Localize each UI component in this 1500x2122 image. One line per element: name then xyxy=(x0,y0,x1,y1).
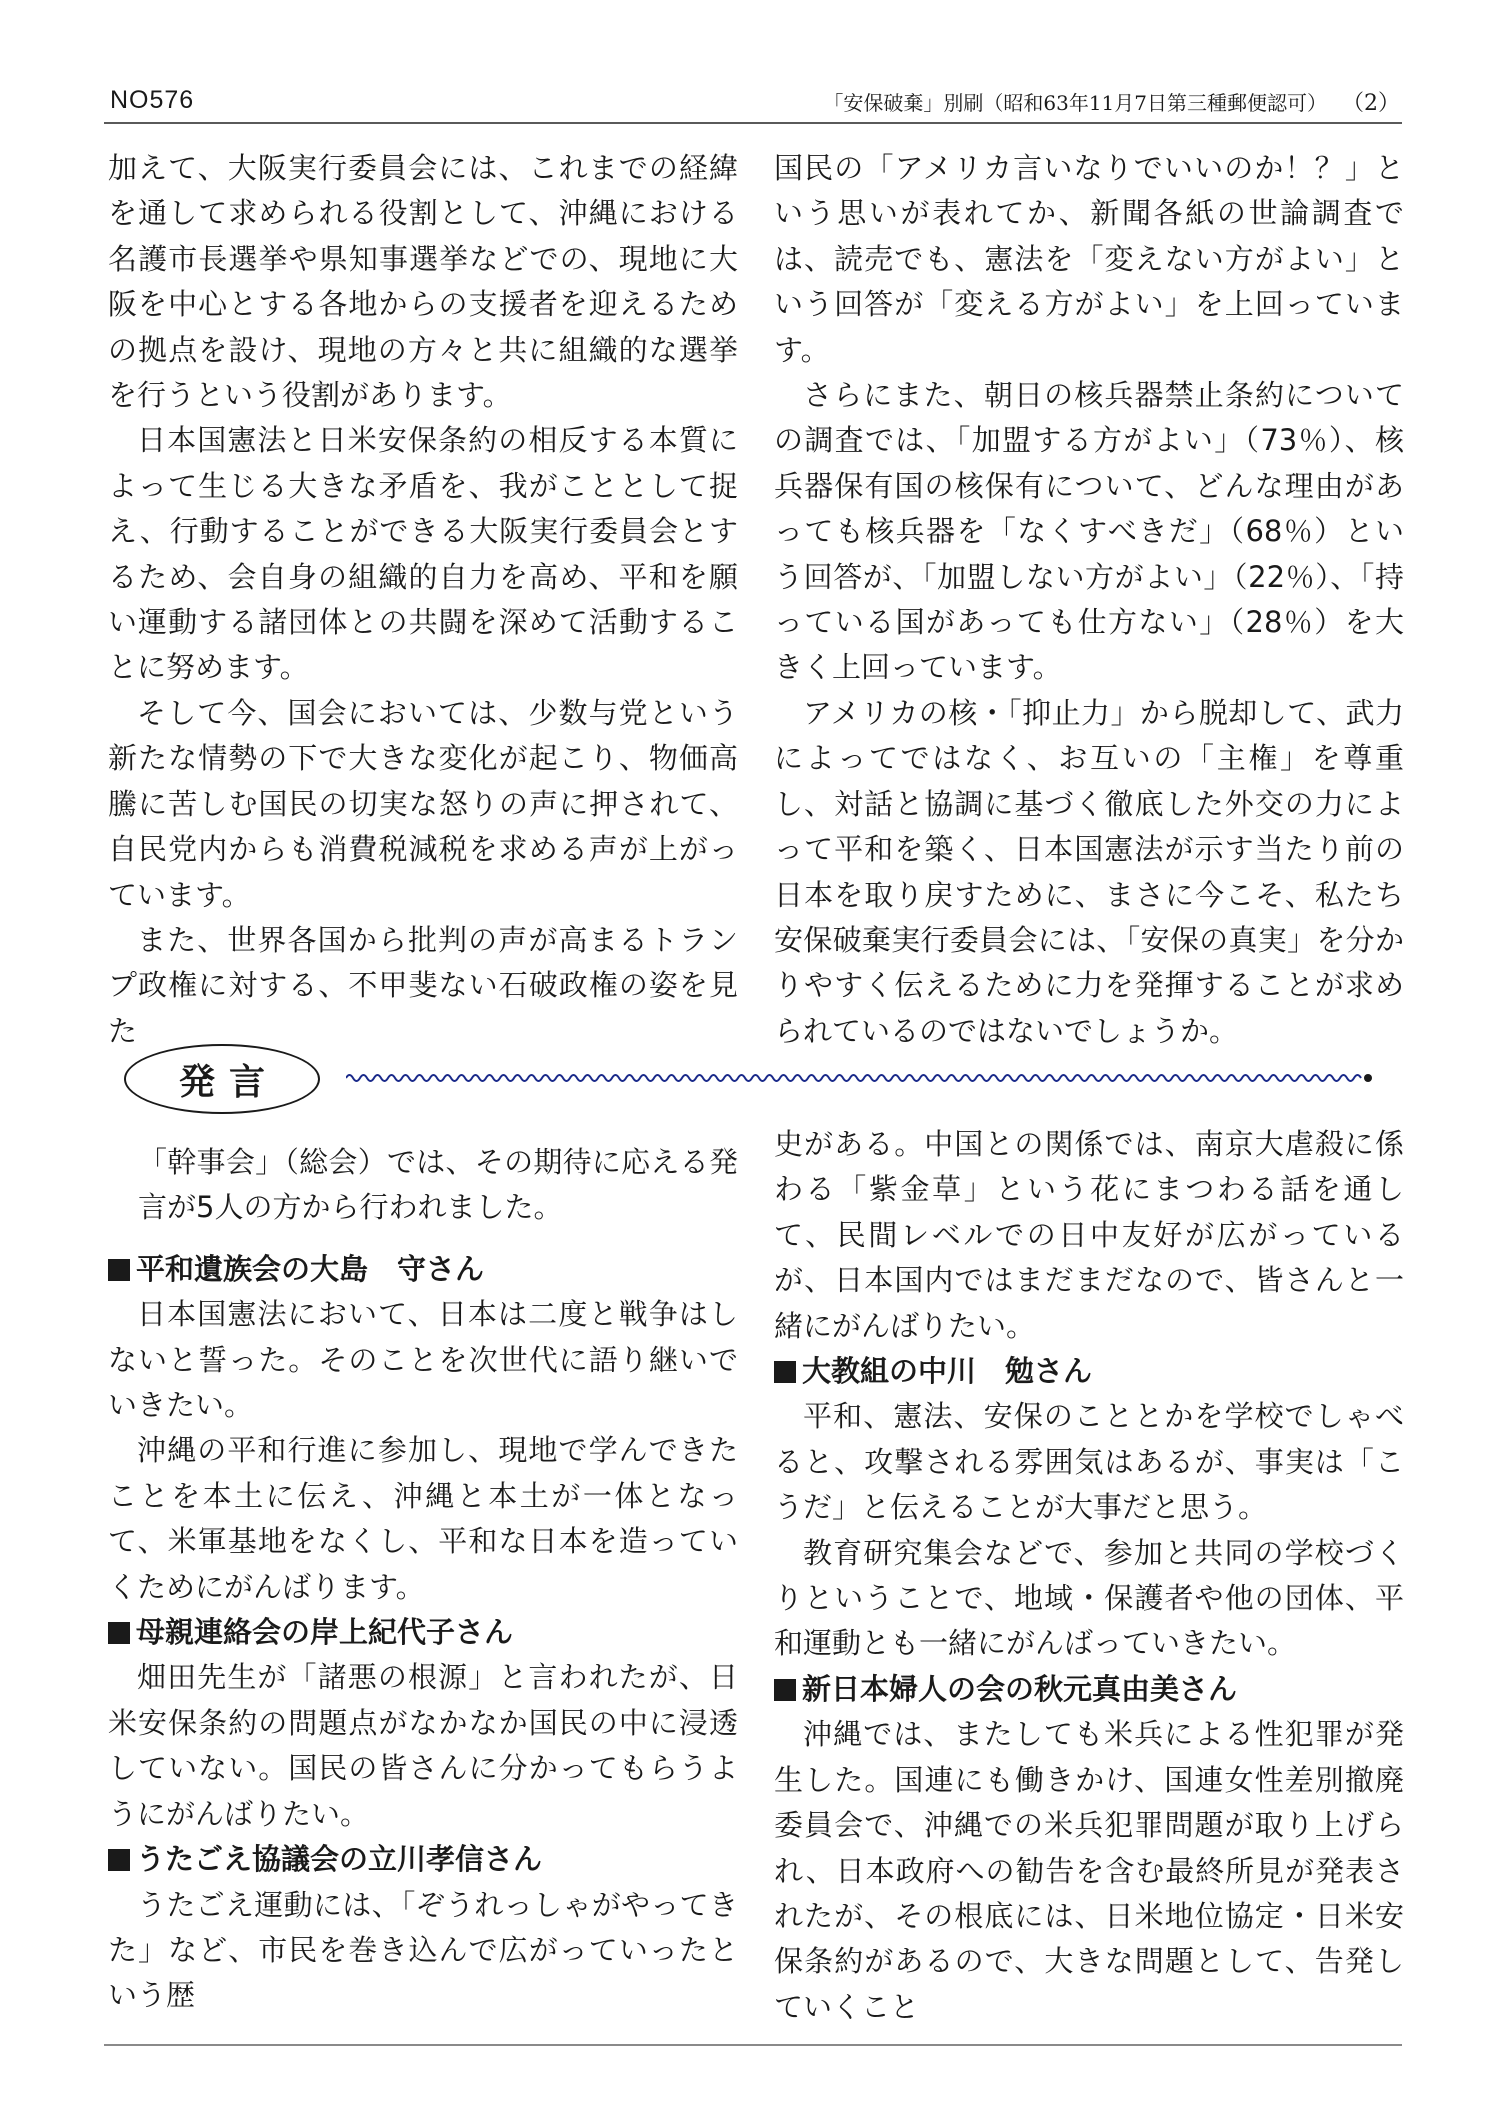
article-paragraph: アメリカの核・「抑止力」から脱却して、武力によってではなく、お互いの「主権」を尊重し、対話と協調に基づく徹底した外交の力によって平和を築く、日本国憲法が示す当たり前の日本を取り戻すために、まさに今こそ、私たち安保破棄実行委員会には、「安保の真実」を分かりやすく伝えるために力を発揮することが求められているのではないでしょうか。 xyxy=(774,695,1404,1048)
speaker-name: うたごえ協議会の立川孝信さん xyxy=(136,1842,543,1877)
black-square-icon xyxy=(108,1622,130,1644)
article-paragraph: そして今、国会においては、少数与党という新たな情勢の下で大きな変化が起こり、物価高騰に苦しむ国民の切実な怒りの声に押されて、自民党内からも消費税減税を求める声が上がっています。 xyxy=(108,695,738,912)
black-square-icon xyxy=(774,1361,796,1383)
speech-paragraph: うたごえ運動には、「ぞうれっしゃがやってきた」など、市民を巻き込んで広がっていったという歴 xyxy=(108,1887,738,2013)
article-paragraph: さらにまた、朝日の核兵器禁止条約についての調査では、「加盟する方がよい」（73％）、核兵器保有国の核保有について、どんな理由があっても核兵器を「なくすべきだ」（68％）という回答が、「加盟しない方がよい」（22％）、「持っている国があっても仕方ない」（28％）を大きく上回っています。 xyxy=(774,378,1404,685)
article-paragraph: 国民の「アメリカ言いなりでいいのか！？」という思いが表れてか、新聞各紙の世論調査では、読売でも、憲法を「変えない方がよい」という回答が「変える方がよい」を上回っています。 xyxy=(774,151,1404,367)
article-column-right xyxy=(774,146,1404,1054)
speech-section-badge: 発言 xyxy=(124,1044,320,1114)
wavy-line xyxy=(346,1075,1361,1081)
speech-paragraph: 日本国憲法において、日本は二度と戦争はしないと誓った。そのことを次世代に語り継いでいきたい。 xyxy=(108,1297,738,1423)
speaker-heading xyxy=(774,1667,1404,1712)
speaker-heading xyxy=(108,1837,738,1882)
black-square-icon xyxy=(108,1259,130,1281)
speaker-heading xyxy=(108,1247,738,1292)
article-paragraph: また、世界各国から批判の声が高まるトランプ政権に対する、不甲斐ない石破政権の姿を見た xyxy=(108,922,738,1048)
article-column-left xyxy=(108,146,738,1054)
speech-column-left xyxy=(108,1140,738,2019)
speaker-heading xyxy=(774,1349,1404,1394)
wavy-line-end-dot xyxy=(1364,1074,1372,1082)
footer-rule xyxy=(104,2044,1402,2046)
speaker-name: 母親連絡会の岸上紀代子さん xyxy=(136,1615,514,1650)
speaker-name: 大教組の中川 勉さん xyxy=(802,1354,1093,1389)
speech-paragraph: 平和、憲法、安保のこととかを学校でしゃべると、攻撃される雰囲気はあるが、事実は「こうだ」と伝えることが大事だと思う。 xyxy=(774,1399,1404,1525)
issue-number: NO576 xyxy=(110,86,195,114)
speech-column-right xyxy=(774,1122,1404,2030)
wavy-divider xyxy=(346,1066,1376,1090)
article-paragraph: 日本国憲法と日米安保条約の相反する本質によって生じる大きな矛盾を、我がこととして捉え、行動することができる大阪実行委員会とするため、会自身の組織的自力を高め、平和を願い運動する諸団体との共闘を深めて活動することに努めます。 xyxy=(108,423,738,685)
header-rule xyxy=(104,122,1402,124)
speaker-name: 新日本婦人の会の秋元真由美さん xyxy=(802,1671,1238,1706)
black-square-icon xyxy=(774,1679,796,1701)
speech-intro: 「幹事会」（総会）では、その期待に応える発言が5人の方から行われました。 xyxy=(138,1145,738,1225)
article-paragraph: 加えて、大阪実行委員会には、これまでの経緯を通して求められる役割として、沖縄における名護市長選挙や県知事選挙などでの、現地に大阪を中心とする各地からの支援者を迎えるための拠点を設け、現地の方々と共に組織的な選挙を行うという役割があります。 xyxy=(108,151,738,413)
speech-paragraph: 教育研究集会などで、参加と共同の学校づくりということで、地域・保護者や他の団体、平和運動とも一緒にがんばっていきたい。 xyxy=(774,1535,1404,1661)
speech-paragraph: 畑田先生が「諸悪の根源」と言われたが、日米安保条約の問題点がなかなか国民の中に浸透していない。国民の皆さんに分かってもらうようにがんばりたい。 xyxy=(108,1660,738,1831)
speech-paragraph: 沖縄では、またしても米兵による性犯罪が発生した。国連にも働きかけ、国連女性差別撤廃委員会で、沖縄での米兵犯罪問題が取り上げられ、日本政府への勧告を含む最終所見が発表されたが、その根底には、日米地位協定・日米安保条約があるので、大きな問題として、告発していくこと xyxy=(774,1717,1404,2024)
black-square-icon xyxy=(108,1849,130,1871)
page-header xyxy=(110,86,1400,126)
page-number: （2） xyxy=(1353,91,1400,116)
publication-info xyxy=(823,86,1400,117)
speech-paragraph: 沖縄の平和行進に参加し、現地で学んできたことを本土に伝え、沖縄と本土が一体となって、米軍基地をなくし、平和な日本を造っていくためにがんばります。 xyxy=(108,1433,738,1604)
publication-name: 「安保破棄」別刷（昭和63年11月7日第三種郵便認可） xyxy=(823,91,1327,115)
speaker-name: 平和遺族会の大島 守さん xyxy=(136,1251,485,1286)
speech-continuation: 史がある。中国との関係では、南京大虐殺に係わる「紫金草」という花にまつわる話を通して、民間レベルでの日中友好が広がっているが、日本国内ではまだまだなので、皆さんと一緒にがんばりたい。 xyxy=(774,1127,1404,1343)
speaker-heading xyxy=(108,1610,738,1655)
